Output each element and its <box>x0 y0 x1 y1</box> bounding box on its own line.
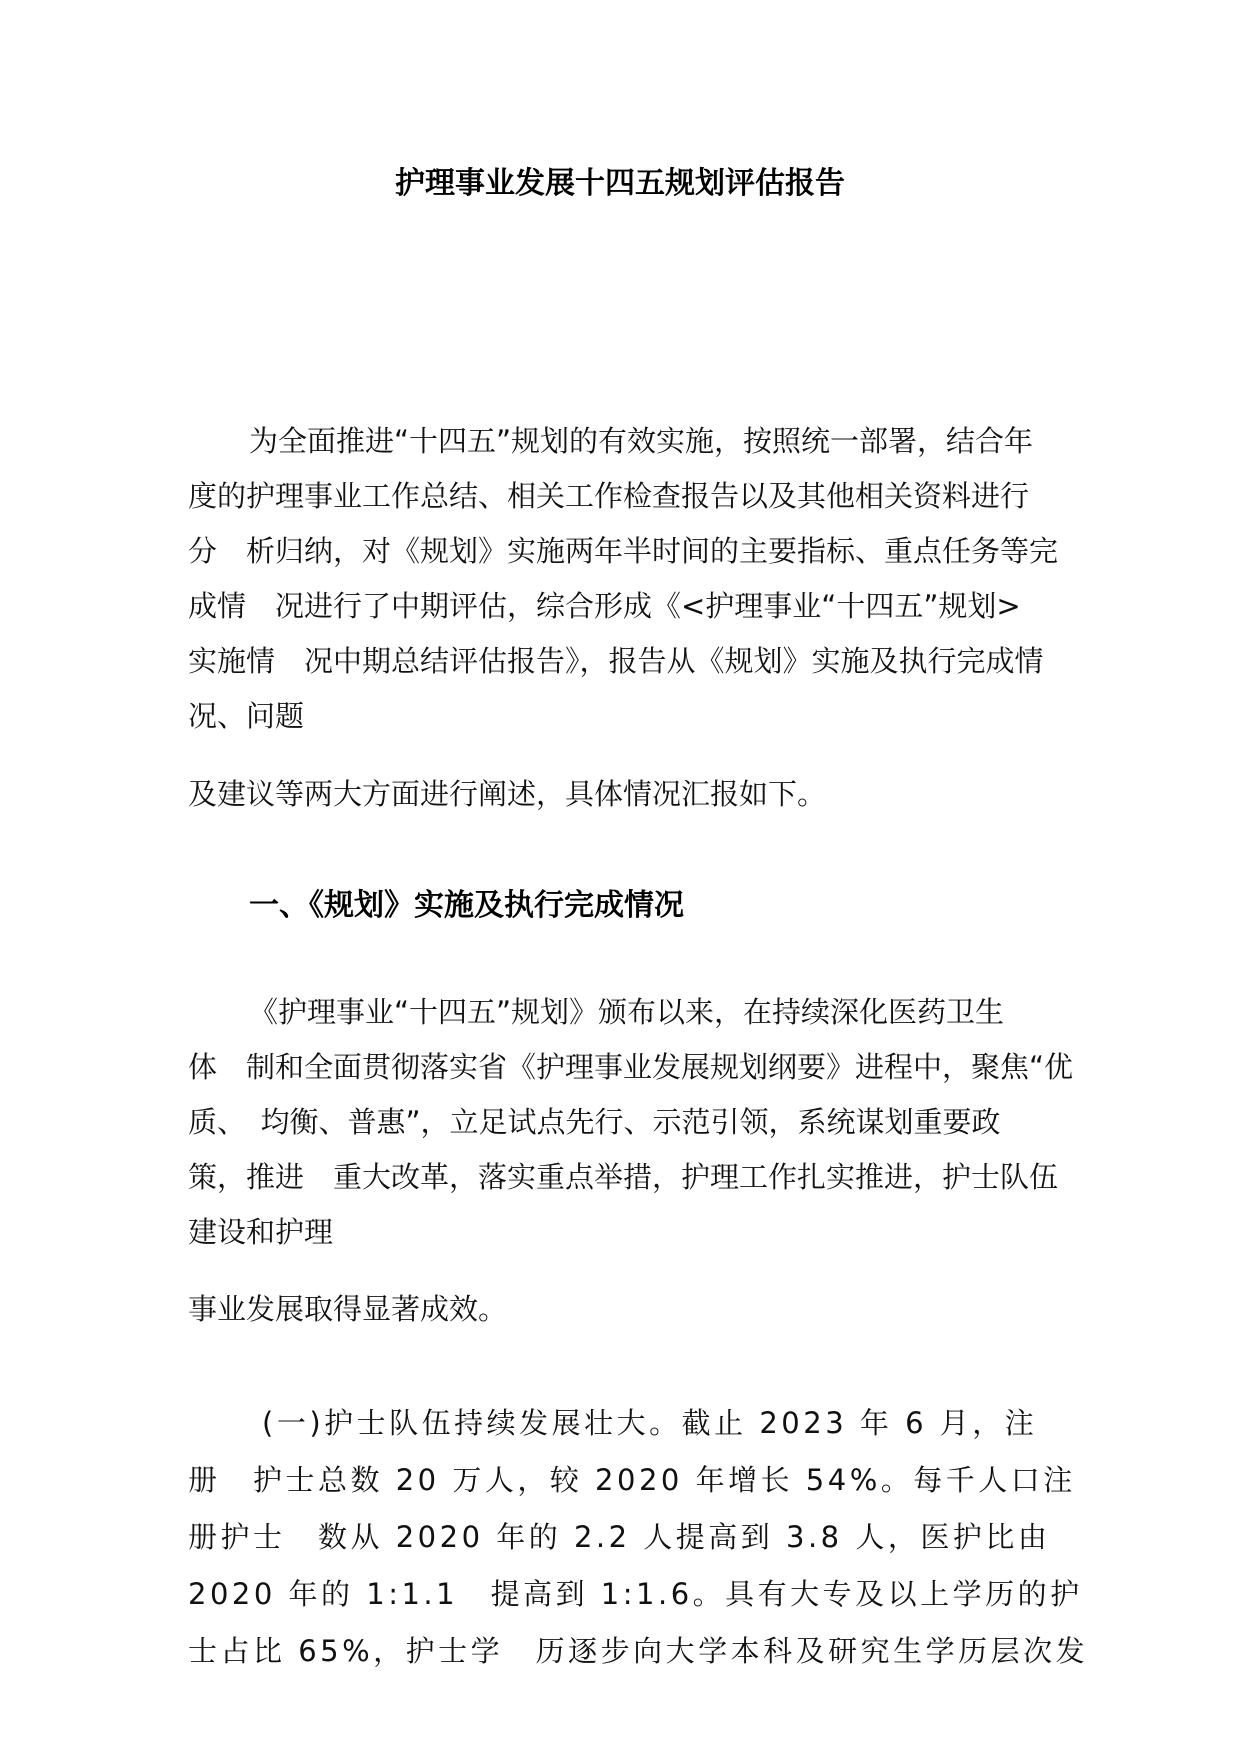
intro-line-7: 及建议等两大方面进行阐述，具体情况汇报如下。 <box>188 777 827 811</box>
intro-line-4: 成情 况进行了中期评估，综合形成《<护理事业“十四五”规划> <box>188 589 1021 623</box>
intro-line-6: 况、问题 <box>188 699 305 733</box>
document-title: 护理事业发展十四五规划评估报告 <box>395 166 845 201</box>
subsection-1-line-5: 士占比 65%，护士学 历逐步向大学本科及研究生学历层次发 <box>188 1634 1089 1668</box>
intro-line-1: 为全面推进“十四五”规划的有效实施，按照统一部署，结合年 <box>249 424 1034 458</box>
subsection-1-line-4: 2020 年的 1:1.1 提高到 1:1.6。具有大专及以上学历的护 <box>188 1577 1083 1611</box>
intro-line-3: 分 析归纳，对《规划》实施两年半时间的主要指标、重点任务等完 <box>188 534 1059 568</box>
intro-line-2: 度的护理事业工作总结、相关工作检查报告以及其他相关资料进行 <box>188 479 1030 513</box>
section-1-line-5: 建设和护理 <box>188 1215 334 1249</box>
section-1-heading: 一、《规划》实施及执行完成情况 <box>249 888 684 923</box>
section-1-line-3: 质、 均衡、普惠”，立足试点先行、示范引领，系统谋划重要政 <box>188 1105 1001 1139</box>
intro-line-5: 实施情 况中期总结评估报告》，报告从《规划》实施及执行完成情 <box>188 644 1044 678</box>
section-1-line-1: 《护理事业“十四五”规划》颁布以来，在持续深化医药卫生 <box>249 995 1005 1029</box>
section-1-line-2: 体 制和全面贯彻落实省《护理事业发展规划纲要》进程中，聚焦“优 <box>188 1050 1074 1084</box>
subsection-1-line-2: 册 护士总数 20 万人，较 2020 年增长 54%。每千人口注 <box>188 1463 1076 1497</box>
section-1-line-6: 事业发展取得显著成效。 <box>188 1292 508 1326</box>
section-1-line-4: 策，推进 重大改革，落实重点举措，护理工作扎实推进，护士队伍 <box>188 1160 1059 1194</box>
subsection-1-line-3: 册护士 数从 2020 年的 2.2 人提高到 3.8 人，医护比由 <box>188 1520 1051 1554</box>
subsection-1-line-1: (一)护士队伍持续发展壮大。截止 2023 年 6 月，注 <box>262 1406 1038 1440</box>
